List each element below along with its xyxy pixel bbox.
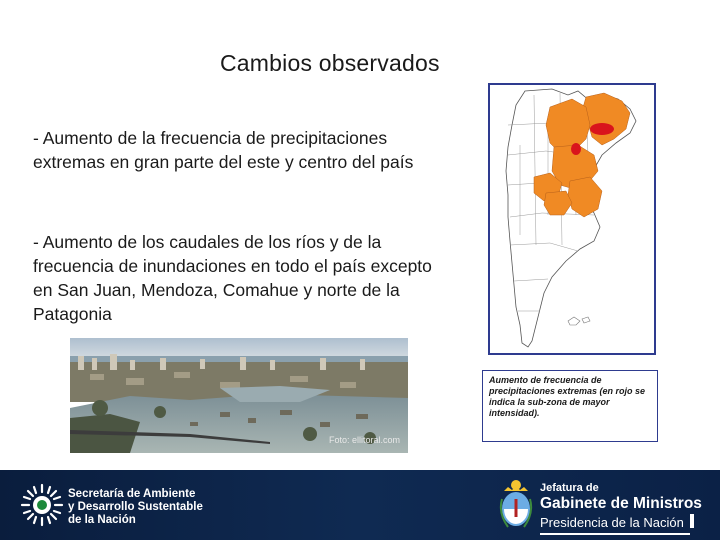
subzone-mesopotamia <box>590 123 614 135</box>
slide-title: Cambios observados <box>220 50 440 76</box>
flood-photo <box>70 338 408 453</box>
subzone-chaco <box>571 143 581 155</box>
bullet-precipitation: - Aumento de la frecuencia de precipitaciones extremas en gran parte del este y centro del país <box>33 128 414 172</box>
jefatura-name <box>540 482 702 535</box>
footer-accent-bar <box>690 514 694 528</box>
national-coat-of-arms-icon <box>498 477 534 538</box>
photo-credit: Foto: ellitoral.com <box>328 435 400 445</box>
secretaria-line-1: Secretaría de Ambiente <box>68 488 196 500</box>
footer-bar <box>0 470 720 540</box>
map-caption: Aumento de frecuencia de precipitaciones extremas (en rojo se indica la sub-zona de mayor intensidad). <box>482 370 658 442</box>
secretaria-line-3: de la Nación <box>68 514 136 526</box>
secretaria-line-2: y Desarrollo Sustentable <box>68 501 203 513</box>
sun-icon <box>20 483 64 532</box>
jefatura-line-2: Gabinete de Ministros <box>540 495 702 512</box>
argentina-map <box>488 83 656 355</box>
jefatura-line-3: Presidencia de la Nación <box>540 515 690 535</box>
secretaria-name <box>68 488 203 527</box>
bullet-floods: - Aumento de los caudales de los ríos y de la frecuencia de inundaciones en todo el país excepto en San Juan, Mendoza, Comahue y norte de la Patagonia <box>33 232 432 324</box>
jefatura-line-1: Jefatura de <box>540 482 599 494</box>
